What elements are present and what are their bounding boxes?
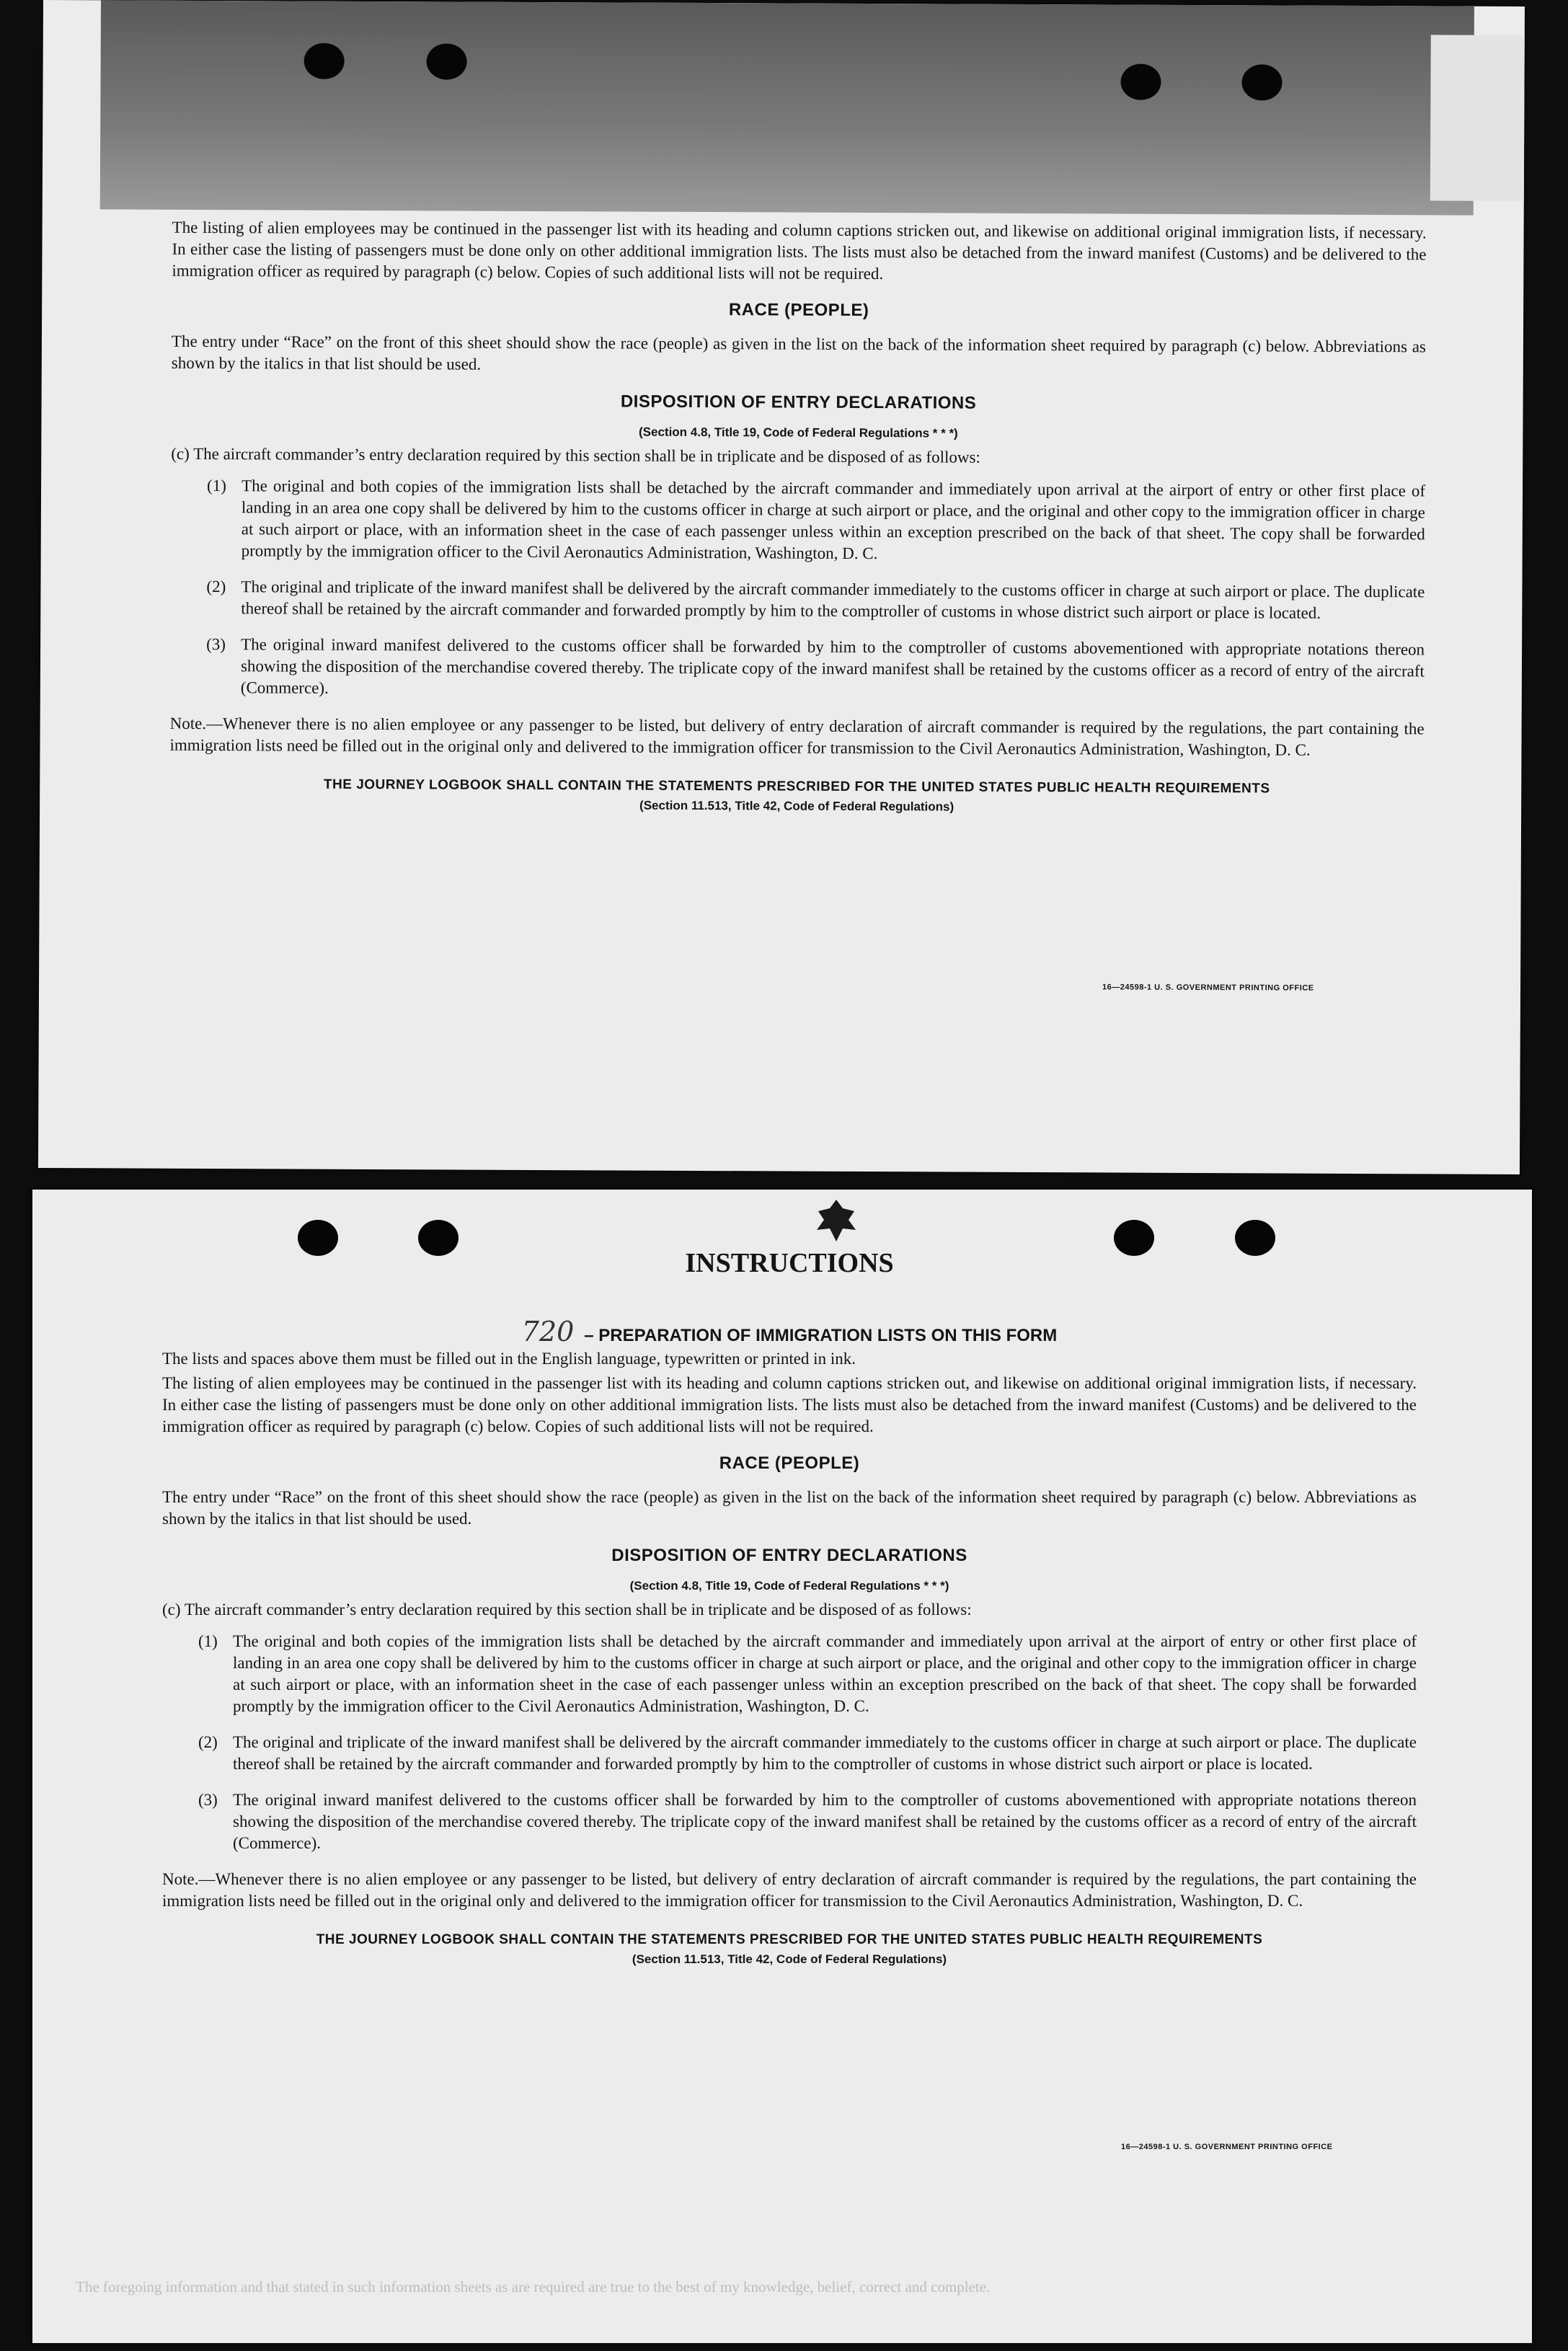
race-heading: RACE (PEOPLE) — [728, 300, 869, 321]
paper-edge — [1430, 35, 1525, 201]
disposition-citation: (Section 4.8, Title 19, Code of Federal Regulations * * *) — [629, 1579, 949, 1593]
list-item — [198, 1789, 1417, 1854]
item-number: (3) — [206, 634, 226, 654]
dark-scan-band — [100, 0, 1474, 215]
punch-hole — [427, 43, 467, 79]
list-item — [206, 576, 1425, 624]
emblem-icon — [811, 1198, 861, 1244]
handwritten-mark: 720 — [521, 1316, 575, 1347]
list-item — [207, 475, 1426, 567]
item-number: (2) — [206, 577, 226, 596]
item-text: The original inward manifest delivered to the customs officer shall be forwarded by him to the comptroller of customs abovementioned with appropriate notations thereon showing the disposition of the merchandise covered thereby. The triplicate copy of the inward manifest shall be retained by the customs officer as a record of entry of the aircraft (Commerce). — [233, 1791, 1417, 1852]
disposition-items — [162, 1631, 1417, 1854]
list-item — [198, 1631, 1417, 1717]
faint-footer-text: The foregoing information and that stated in such information sheets as are required are true to the best of my knowledge, belief, correct and complete. — [76, 2278, 991, 2295]
logbook-statement: THE JOURNEY LOGBOOK SHALL CONTAIN THE STATEMENTS PRESCRIBED FOR THE UNITED STATES PUBLIC HEALTH REQUIREMENTS — [323, 776, 1270, 797]
disposition-intro: (c) The aircraft commander’s entry declaration required by this section shall be in triplicate and be disposed of as follows: — [171, 444, 980, 466]
subtitle-text: – PREPARATION OF IMMIGRATION LISTS ON THIS FORM — [584, 1326, 1058, 1345]
listing-paragraph: The listing of alien employees may be continued in the passenger list with its heading and column captions stricken out, and likewise on additional original immigration lists, if necessary. In either case the listing of passengers must be done only on other additional immigration lists. The lists must also be detached from the inward manifest (Customs) and be delivered to the immigration officer as required by paragraph (c) below. Copies of such additional lists will not be required. — [162, 1374, 1417, 1435]
punch-hole — [1241, 64, 1282, 100]
bottom-page-content — [162, 1348, 1417, 1967]
bottom-sheet — [32, 1190, 1532, 2343]
printer-imprint: 16—24598-1 U. S. GOVERNMENT PRINTING OFFICE — [1121, 2143, 1333, 2151]
instructions-title: INSTRUCTIONS — [685, 1248, 894, 1278]
race-paragraph: The entry under “Race” on the front of this sheet should show the race (people) as given in the list on the back of the information sheet required by paragraph (c) below. Abbreviations as shown by the italics in that list should be used. — [171, 332, 1426, 373]
logbook-statement: THE JOURNEY LOGBOOK SHALL CONTAIN THE STATEMENTS PRESCRIBED FOR THE UNITED STATES PUBLIC HEALTH REQUIREMENTS — [316, 1932, 1263, 1947]
logbook-citation: (Section 11.513, Title 42, Code of Federal Regulations) — [632, 1952, 947, 1966]
item-text: The original inward manifest delivered to the customs officer shall be forwarded by him to the comptroller of customs abovementioned with appropriate notations thereon showing the disposition of the merchandise covered thereby. The triplicate copy of the inward manifest shall be retained by the customs officer as a record of entry of the aircraft (Commerce). — [240, 635, 1425, 697]
punch-hole — [304, 43, 345, 79]
top-page-content — [169, 217, 1427, 817]
punch-hole — [1120, 64, 1161, 100]
listing-paragraph: The listing of alien employees may be continued in the passenger list with its heading and column captions stricken out, and likewise on additional original immigration lists, if necessary. In either case the listing of passengers must be done only on other additional immigration lists. The lists must also be detached from the inward manifest (Customs) and be delivered to the immigration officer as required by paragraph (c) below. Copies of such additional lists will not be required. — [172, 218, 1427, 283]
list-item — [198, 1732, 1417, 1775]
logbook-citation: (Section 11.513, Title 42, Code of Federal Regulations) — [639, 798, 954, 814]
top-sheet — [38, 0, 1525, 1174]
lists-paragraph: The lists and spaces above them must be filled out in the English language, typewritten or printed in ink. — [162, 1350, 856, 1368]
disposition-heading: DISPOSITION OF ENTRY DECLARATIONS — [620, 391, 977, 413]
instructions-header — [162, 1247, 1417, 1348]
item-text: The original and triplicate of the inward manifest shall be delivered by the aircraft commander immediately to the customs officer in charge at such airport or place. The duplicate thereof shall be retained by the aircraft commander and forwarded promptly by him to the comptroller of customs in whose district such airport or place is located. — [233, 1733, 1417, 1773]
race-heading: RACE (PEOPLE) — [719, 1453, 860, 1473]
item-number: (3) — [198, 1791, 218, 1809]
printer-imprint: 16—24598-1 U. S. GOVERNMENT PRINTING OFFICE — [1102, 983, 1314, 993]
disposition-items — [170, 475, 1425, 704]
item-text: The original and triplicate of the inward manifest shall be delivered by the aircraft commander immediately to the customs officer in charge at such airport or place. The duplicate thereof shall be retained by the aircraft commander and forwarded promptly by him to the comptroller of customs in whose district such airport or place is located. — [241, 577, 1425, 622]
disposition-citation: (Section 4.8, Title 19, Code of Federal Regulations * * *) — [638, 425, 958, 440]
item-number: (2) — [198, 1733, 218, 1751]
note-paragraph: Note.—Whenever there is no alien employee or any passenger to be listed, but delivery of entry declaration of aircraft commander is required by the regulations, the part containing the immigration lists need be filled out in the original only and delivered to the immigration officer for transmission to the Civil Aeronautics Administration, Washington, D. C. — [162, 1870, 1417, 1910]
note-paragraph: Note.—Whenever there is no alien employee or any passenger to be listed, but delivery of entry declaration of aircraft commander is required by the regulations, the part containing the immigration lists need be filled out in the original only and delivered to the immigration officer for transmission to the Civil Aeronautics Administration, Washington, D. C. — [169, 714, 1425, 759]
disposition-intro: (c) The aircraft commander’s entry declaration required by this section shall be in triplicate and be disposed of as follows: — [162, 1600, 972, 1619]
preparation-subtitle — [162, 1316, 1417, 1347]
disposition-heading: DISPOSITION OF ENTRY DECLARATIONS — [611, 1546, 967, 1565]
list-item — [206, 634, 1425, 704]
item-text: The original and both copies of the immigration lists shall be detached by the aircraft commander and immediately upon arrival at the airport of entry or other first place of landing in an area one copy shall be delivered by him to the customs officer in charge at such airport or place, and the original and other copy to the immigration officer in charge at such airport or place, with an information sheet in the case of each passenger unless within an exception prescribed on the back of that sheet. The copy shall be forwarded promptly by the immigration officer to the Civil Aeronautics Administration, Washington, D. C. — [241, 477, 1426, 563]
item-text: The original and both copies of the immigration lists shall be detached by the aircraft commander and immediately upon arrival at the airport of entry or other first place of landing in an area one copy shall be delivered by him to the customs officer in charge at such airport or place, and the original and other copy to the immigration officer in charge at such airport or place, with an information sheet in the case of each passenger unless within an exception prescribed on the back of that sheet. The copy shall be forwarded promptly by the immigration officer to the Civil Aeronautics Administration, Washington, D. C. — [233, 1632, 1417, 1715]
race-paragraph: The entry under “Race” on the front of this sheet should show the race (people) as given in the list on the back of the information sheet required by paragraph (c) below. Abbreviations as shown by the italics in that list should be used. — [162, 1488, 1417, 1528]
item-number: (1) — [207, 476, 226, 495]
item-number: (1) — [198, 1632, 218, 1650]
